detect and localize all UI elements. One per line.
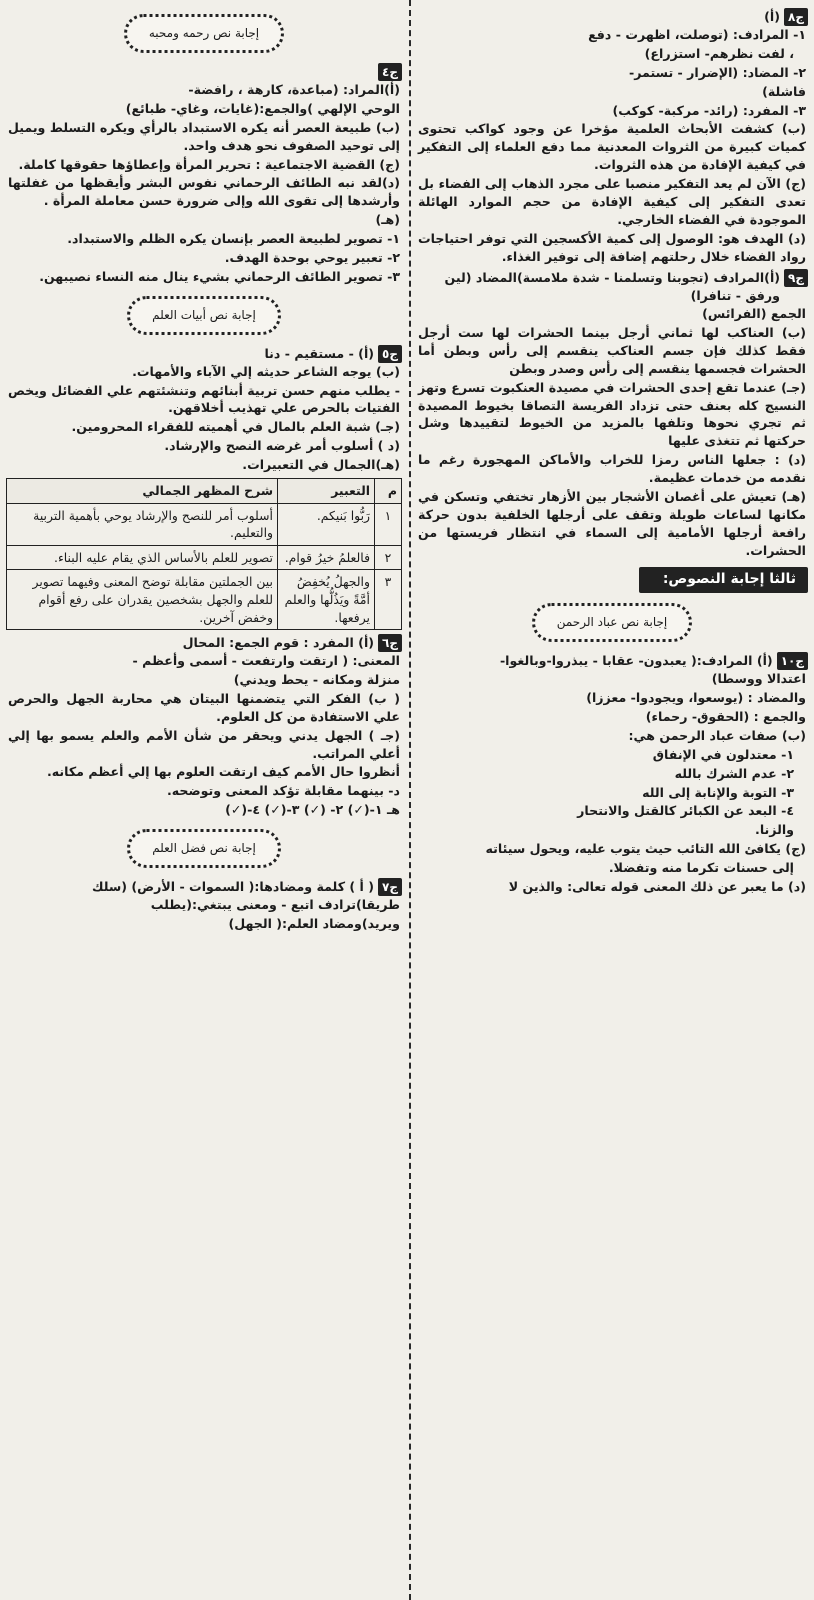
question-badge: ج٧ [378,878,402,896]
answer-b: (ب) كشفت الأبحاث العلمية مؤخرا عن وجود كواكب تحتوى كميات كبيرة من الثروات المعدنية مما دفع العلماء إلى التفكير في كيفية الإفادة من هذه الثروات. [418,121,806,173]
answer-line: ويريد)ومضاد العلم:( الجهل) [228,915,400,931]
answer-a: (أ) المفرد : قوم الجمع: المحال [182,635,375,651]
table-cell: ١ [375,503,402,545]
question-8-header [416,8,808,26]
synonyms-line-cont: ، لفت نظرهم- استزراع) [644,45,794,61]
question-9-header [416,269,808,305]
table-cell: ٣ [375,570,402,630]
question-7-header [6,878,402,896]
question-10-header [416,652,808,670]
answer-line: أنظروا حال الأمم كيف ارتقت العلوم بها إلي أعظم مكانه. [46,764,400,780]
list-item: ٤- البعد عن الكبائر كالقتل والانتحار [577,803,794,819]
table-row [7,545,402,570]
answer-h: (هـ)الجمال في التعبيرات. [242,457,400,473]
table-cell: والجهلُ يُخفِضُ أمَّةً ويَذُلُّها والعلم يرفعها. [278,570,375,630]
answer-a: (أ) المرادف:( يعبدون- عقابا - يبذروا-وبالغوا- [499,653,773,669]
antonyms-line-cont: فاشلة) [762,83,806,99]
answer-c: (ج) القضية الاجتماعية : تحرير المرأة وإعطاؤها حقوقها كاملة. [18,156,400,172]
answer-a: ( أ ) كلمة ومضادها:( السموات - الأرض) (سلك [92,879,375,895]
answer-line: (ج) يكافئ الله التائب حيث يتوب عليه، ويحول سيئاته [485,841,806,857]
answer-line: منزلة ومكانه - يحط ويدني) [233,672,400,688]
question-6-header [6,634,402,652]
list-item: ٣- تصوير الطائف الرحماني بشيء ينال منه النساء نصيبهن. [39,268,400,284]
plural-line: الجمع (الفرائس) [702,306,806,322]
question-4-header [6,63,402,81]
left-column [6,4,402,1596]
answer-line: (د) ما يعبر عن ذلك المعنى قوله تعالى: والذين لا [508,878,806,894]
answer-c: (جـ) شبة العلم بالمال في أهميته للفقراء المحرومين. [71,419,400,435]
answer-a: (أ) - مستقيم - دنا [264,345,375,361]
singular-line: ٣- المفرد: (رائد- مركبة- كوكب) [612,102,806,118]
table-cell: تصوير للعلم بالأساس الذي يقام عليه البناء. [7,545,278,570]
column-divider [409,0,411,1600]
answer-a: (أ)المراد: (مباعدة، كارهة ، رافضة- [188,82,400,98]
answer-line: هـ ١-(✓) ٢- (✓) ٣-(✓) ٤-(✓) [225,802,400,818]
answer-line: والمضاد : (يوسعوا، ويجودوا- معززا) [586,690,806,706]
table-cell: أسلوب أمر للنصح والإرشاد يوحي بأهمية التربية والتعليم. [7,503,278,545]
answer-line: (جـ ) الجهل يدني ويحقر من شأن الأمم والعلم يسمو بها إلي أعلي المراتب. [8,727,400,761]
section-ribbon: ثالثا إجابة النصوص: [639,567,808,593]
answer-h: (هـ) [375,212,400,228]
answer-d: (د)لقد نبه الطائف الرحماني نفوس البشر وأيقظها من غفلتها وأرشدها إلى تقوى الله وإلى ضرورة حسن معاملة المرأة . [8,175,400,209]
beauty-table [6,478,402,630]
answer-e: (هـ) تعيش على أغصان الأشجار بين الأزهار تختفي وتسكن في مكانها لساعات طويلة وتقف على أرجلها الخلفية بدون حركة رافعة أرجلها الأمامية إلى السماء في انتظار فريستها من الحشرات. [418,488,806,558]
table-cell: بين الجملتين مقابلة توضح المعنى وفيهما تصوير للعلم والجهل بشخصين يقدران على رفع أقوام وخفض آخرين. [7,570,278,630]
list-item: ١- معتدلون في الإنفاق [652,746,794,762]
question-badge: ج١٠ [777,652,808,670]
section-cloud-title: إجابة نص رحمه ومحبه [124,14,284,53]
answer-b: (ب) يوجه الشاعر حديثه إلي الآباء والأمهات. [132,363,400,379]
list-item: ٣- التوبة والإنابة إلى الله [642,784,794,800]
question-badge: ج٨ [784,8,808,26]
answer-line: طريقا)ترادف اتبع - ومعنى يبتغي:(يطلب [150,897,400,913]
answer-line: (ب) صفات عباد الرحمن هي: [628,727,806,743]
answer-d: (د) : جعلها الناس رمزا للخراب والأماكن المهجورة رغم ما نقدمه من خدمات عظيمة. [418,452,806,485]
table-row [7,570,402,630]
answer-line: اعتدالا ووسطا) [711,671,806,687]
table-cell: فالعلمُ خيرُ قوام. [278,545,375,570]
answer-line: والجمع : (الحقوق- رحماء) [645,709,806,725]
table-header-row [7,478,402,503]
column-header: م [375,478,402,503]
list-item: ١- تصوير لطبيعة العصر بإنسان يكره الظلم والاستبداد. [67,231,400,247]
list-item: والزنا. [755,822,794,838]
answer-a-cont: الوحي الإلهي )والجمع:(غايات، وغاي- طبائع) [125,100,400,116]
right-column [416,4,808,1596]
answer-line: إلى حسنات تكرما منه وتفضلا. [608,860,794,876]
answer-d: (د) الهدف هو: الوصول إلى كمية الأكسجين التي توفر احتياجات رواد الفضاء خلال رحلتهم إضافة إلى توفير الغذاء. [418,230,806,264]
column-header: التعبير [278,478,375,503]
answer-c: (جـ) عندما تقع إحدى الحشرات في مصيدة العنكبوت تسرع وتهز النسيج كله بعنف حتى تزداد الفريسة التصاقا بخيوط المصيدة ثم تجري نحوها وتلفها بالمزيد من الخيوط لتقييدها وشل حركتها ثم تتغذى عليها [418,379,806,449]
answer-c: (ج) الآن لم يعد التفكير منصبا على مجرد الذهاب إلى الفضاء بل تعدى التفكير إلى كيفية الإفادة من حجم الموارد الهائلة الموجودة في الفضاء الخارجي. [418,176,806,227]
table-row [7,503,402,545]
section-cloud-title: إجابة نص فضل العلم [127,829,281,868]
part-label: (أ) [764,9,781,24]
answer-b: (ب) طبيعة العصر أنه يكره الاستبداد بالرأي ويكره التسلط ويميل إلى توحيد الصفوف نحو هدف واحد. [8,119,400,153]
list-item: ٢- تعبير يوحي بوحدة الهدف. [224,249,400,265]
answer-a: (أ)المرادف (تجوبنا وتسلمنا - شدة ملامسة)المضاد (لين ورفق - تنافرا) [444,270,781,304]
answer-b: (ب) العناكب لها ثماني أرجل بينما الحشرات لها ست أرجل فقط كذلك فإن جسم العناكب ينقسم إلى رأس وبطن أما الحشرات فجسمها ينقسم إلى رأس وصدر وبطن [418,325,806,376]
column-header: شرح المظهر الجمالي [7,478,278,503]
question-badge: ج٩ [784,269,808,287]
section-cloud-title: إجابة نص أبيات العلم [127,296,281,335]
question-badge: ج٥ [378,345,402,363]
answer-line: المعنى: ( ارتقت وارتفعت - أسمى وأعظم - [132,653,400,669]
question-badge: ج٤ [378,63,402,81]
answer-line: د- بينهما مقابلة تؤكد المعنى وتوضحه. [166,783,400,799]
table-cell: رَبُّوا بَنيكم. [278,503,375,545]
table-cell: ٢ [375,545,402,570]
question-badge: ج٦ [378,634,402,652]
section-cloud-title: إجابة نص عباد الرحمن [532,603,693,642]
answer-line: ( ب) الفكر التي يتضمنها البيتان هي محاربة الجهل والحرص علي الاستفادة من كل العلوم. [8,690,400,724]
antonyms-line: ٢- المضاد: (الإضرار - تستمر- [628,64,806,80]
synonyms-line: ١- المرادف: (توصلت، اظهرت - دفع [588,27,806,42]
answer-b-cont: - يطلب منهم حسن تربية أبنائهم وتنشئتهم علي الفضائل ويخص الفتيات بالحرص علي تهذيب أخلاقهن. [8,382,400,416]
list-item: ٢- عدم الشرك بالله [674,765,794,781]
question-5-header [6,345,402,363]
answer-d: (د ) أسلوب أمر غرضه النصح والإرشاد. [164,438,400,454]
